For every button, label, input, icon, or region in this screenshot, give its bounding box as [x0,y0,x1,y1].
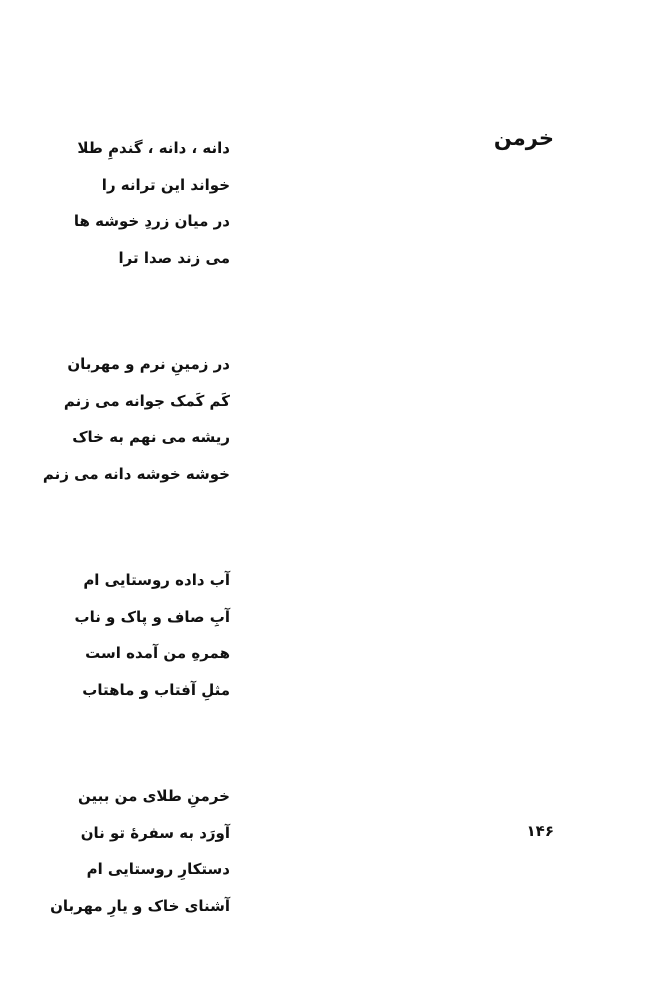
poem-line: در زمینِ نرم و مهربان [67,355,230,373]
poem-line: خواند این ترانه را [101,175,230,194]
stanza [43,778,230,924]
poem-line: کَم کَمک جوانه می زنم [63,391,230,410]
poem-line: ریشه می نهم به خاک [72,428,230,446]
poem-title: خرمن [493,126,554,150]
stanza [43,562,230,708]
poem-body [43,130,230,924]
stanza [43,346,230,492]
poem-line: آشنای خاک و یارِ مهربان [50,896,230,915]
poem-line: می زند صدا ترا [118,248,230,267]
poem-line: خوشه خوشه دانه می زنم [42,464,230,483]
poem-line: دانه ، دانه ، گندمِ طلا [77,139,230,157]
poem-line: آبِ صاف و پاک و ناب [74,607,230,626]
poem-line: خرمنِ طلای من ببین [77,787,230,805]
poem-line: آب داده روستایی ام [83,571,230,589]
stanza [43,130,230,276]
poem-line: مثلِ آفتاب و ماهتاب [82,680,230,699]
poem-line: همرهِ من آمده است [85,644,230,662]
poem-line: آورَد به سفرهٔ تو نان [80,823,230,842]
page-number: ۱۴۶ [526,822,554,840]
poem-line: در میان زردِ خوشه ها [73,212,230,230]
poem-line: دستکارِ روستایی ام [86,860,230,878]
